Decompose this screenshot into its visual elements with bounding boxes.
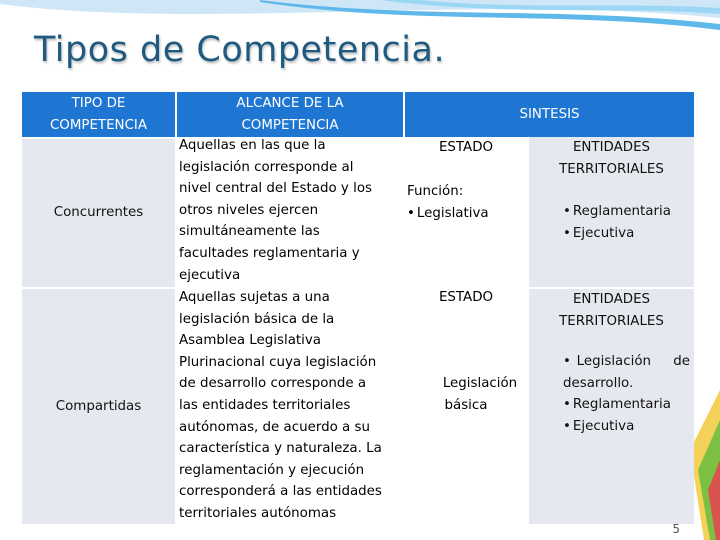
alcance-line: simultáneamente las [179,224,320,240]
page-title: Tipos de Competencia. [34,30,446,70]
row-compartidas-entidades-header [529,289,694,331]
row-concurrentes-tipo: Concurrentes [53,205,144,221]
estado-content-line-1: Legislación [442,376,518,391]
funcion-label: Función: [407,184,464,199]
header-alcance-cell [177,92,403,137]
entidades-bullet-continuation [563,373,690,395]
alcance-line: legislación básica de la [179,311,335,327]
bullet-text: • Legislación de [576,354,690,369]
entidades-label-line-2: TERRITORIALES [559,313,664,329]
estado-content-line-2: básica [444,397,488,413]
row-concurrentes-entidades-content [529,181,694,287]
entidades-bullet-list [563,351,690,437]
row-concurrentes-estado-content [405,181,527,287]
alcance-line: otros niveles ejercen [179,202,319,218]
entidades-bullet-list [563,201,694,244]
estado-label: ESTADO [438,140,494,155]
page-number: 5 [672,522,680,536]
header-tipo-line-1: TIPO DE [71,96,126,111]
row-concurrentes-estado-header [405,137,527,181]
entidades-bullet-item: • Ejecutiva [563,223,694,245]
alcance-line: Plurinacional cuya legislación [179,354,377,370]
header-alcance-line-2: COMPETENCIA [241,117,339,133]
row-concurrentes-alcance-cell [177,135,405,287]
estado-label: ESTADO [438,290,494,305]
alcance-line: legislación corresponde al [179,159,354,175]
alcance-line: las entidades territoriales [179,397,351,413]
header-alcance-line-1: ALCANCE DE LA [236,96,344,111]
header-tipo-line-2: COMPETENCIA [49,117,148,133]
alcance-line: Aquellas sujetas a una [179,290,330,305]
alcance-line: autónomas, de acuerdo a su [179,419,370,435]
row-compartidas-tipo-cell [22,289,175,524]
entidades-label-line-1: ENTIDADES [572,292,651,307]
estado-bullet-item: • Legislativa [407,203,527,225]
entidades-bullet-item [563,351,690,373]
entidades-bullet-item: • Ejecutiva [563,416,690,438]
alcance-line: de desarrollo corresponde a [179,376,367,392]
alcance-line: nivel central del Estado y los [179,181,373,197]
row-compartidas-estado-header [405,287,527,331]
alcance-line: corresponderá a las entidades [179,484,382,500]
header-sintesis-label: SINTESIS [519,106,580,122]
entidades-bullet-item: • Reglamentaria [563,201,694,223]
alcance-line: Aquellas en las que la [179,138,326,153]
entidades-label-line-2: TERRITORIALES [559,161,664,177]
row-compartidas-entidades-content [529,331,694,524]
alcance-line: característica y naturaleza. La [179,441,382,457]
estado-bullet-list [407,203,527,225]
alcance-line: ejecutiva [179,267,241,283]
bullet-text: desarrollo. [563,375,634,391]
header-sintesis-cell [405,92,694,137]
header-tipo-cell [22,92,175,137]
alcance-line: Asamblea Legislativa [179,333,321,349]
row-compartidas-tipo: Compartidas [55,398,142,414]
alcance-line: facultades reglamentaria y [179,245,360,261]
alcance-line: reglamentación y ejecución [179,462,365,478]
row-concurrentes-tipo-cell [22,139,175,287]
entidades-label-line-1: ENTIDADES [572,140,651,155]
row-compartidas-alcance-cell [177,287,405,527]
alcance-line: territoriales autónomas [179,505,337,521]
entidades-bullet-item: • Reglamentaria [563,394,690,416]
row-concurrentes-entidades-header [529,137,694,181]
